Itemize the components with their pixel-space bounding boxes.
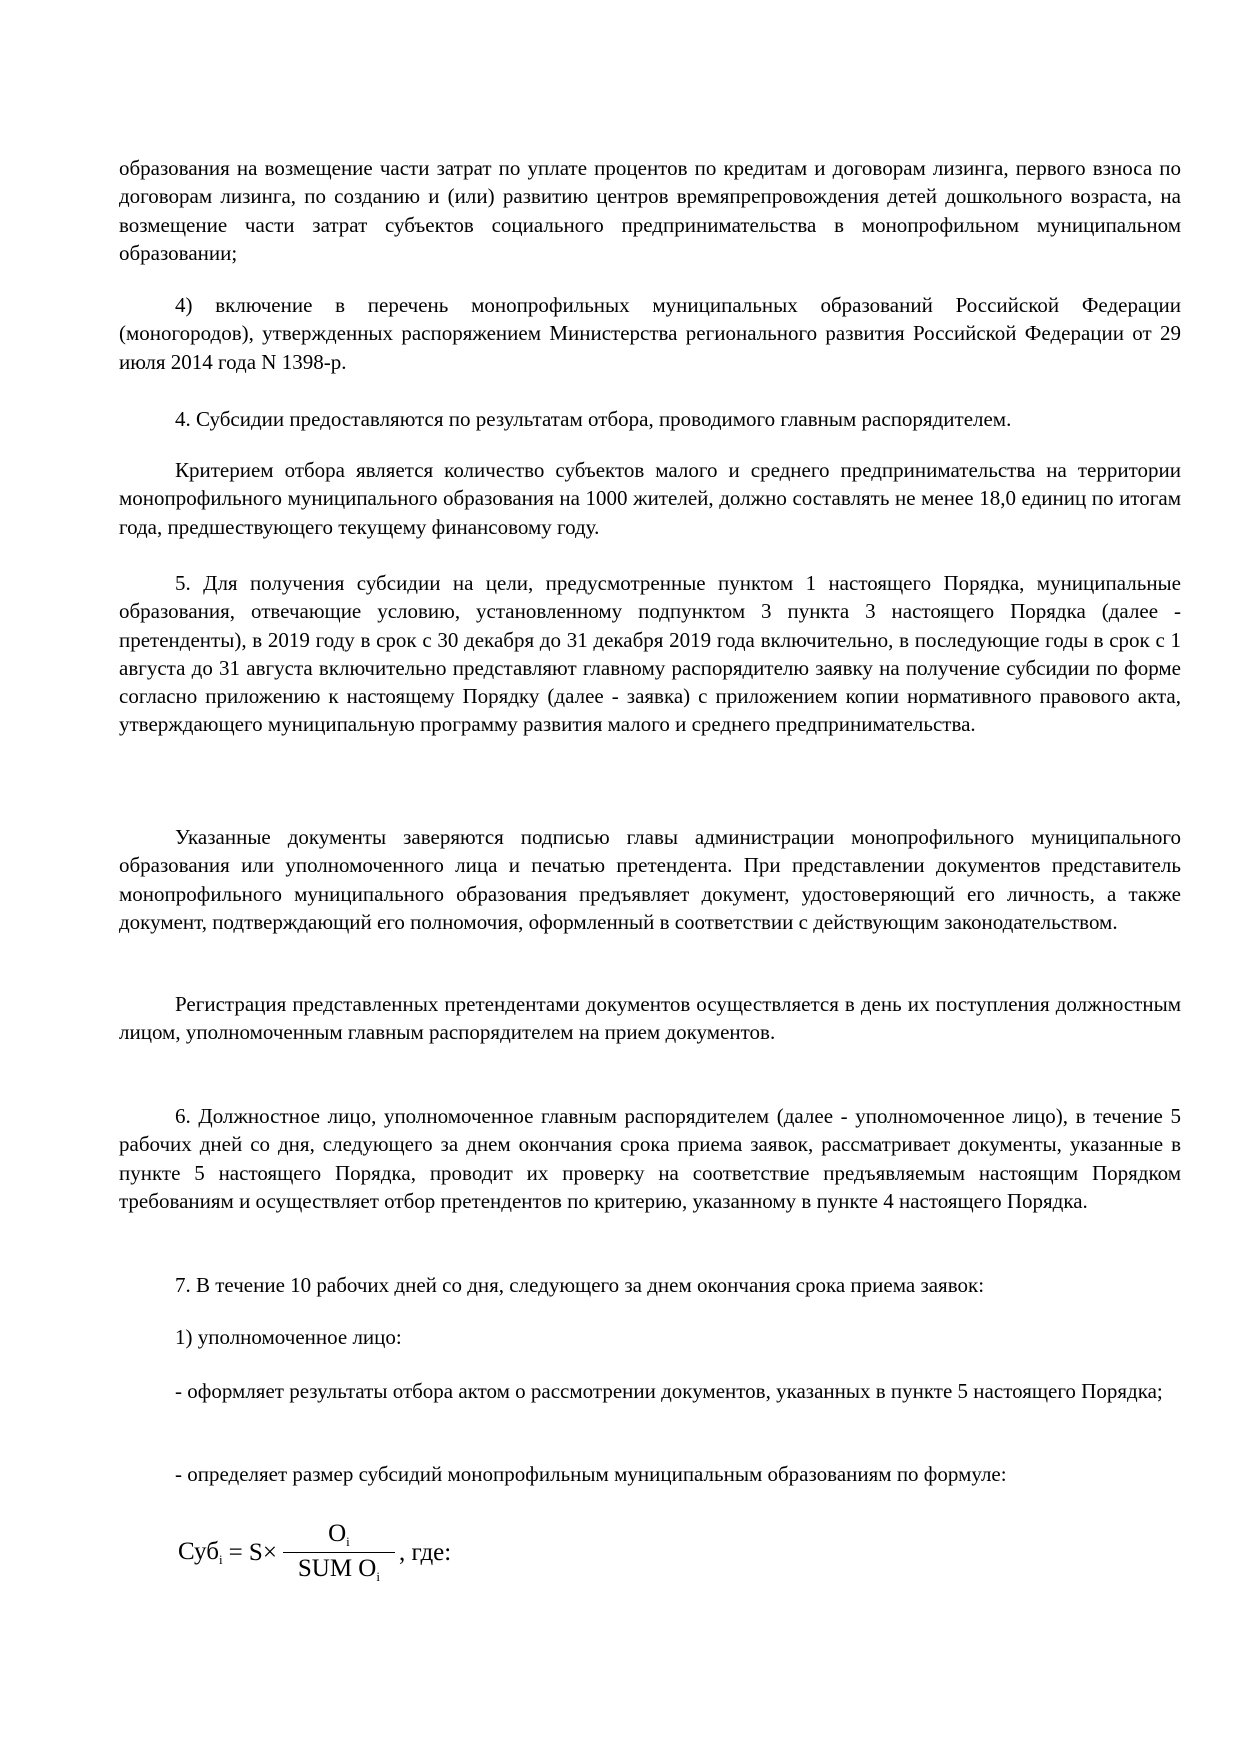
paragraph-clause-5: 5. Для получения субсидии на цели, предусмотренные пунктом 1 настоящего Порядка, муниципальные образования, отвечающие условию, установленному подпунктом 3 пункта 3 настоящего Порядка (далее - претенденты), в 2019 году в срок с 30 декабря до 31 декабря 2019 года включительно, в последующие годы в срок с 1 августа до 31 августа включительно представляют главному распорядителю заявку на получение субсидии по форме согласно приложению к настоящему Порядку (далее - заявка) с приложением копии нормативного правового акта, утверждающего муниципальную программу развития малого и среднего предпринимательства. <box>119 571 1181 737</box>
numerator-text: O <box>328 1520 347 1547</box>
paragraph-clause-4: 4. Субсидии предоставляются по результатам отбора, проводимого главным распорядителем. <box>175 407 1012 431</box>
formula-lhs <box>178 1538 223 1568</box>
formula-equals: = S× <box>228 1538 277 1566</box>
paragraph-registration: Регистрация представленных претендентами документов осуществляется в день их поступления должностным лицом, уполномоченным главным распорядителем на прием документов. <box>119 992 1181 1045</box>
formula-fraction <box>283 1520 395 1585</box>
paragraph-continuation: образования на возмещение части затрат по уплате процентов по кредитам и договорам лизинга, первого взноса по договорам лизинга, по созданию и (или) развитию центров времяпрепровождения детей дошкольного возраста, на возмещение части затрат субъектов социального предпринимательства в монопрофильном муниципальном образовании; <box>119 156 1181 265</box>
denominator-text: SUM O <box>297 1555 377 1582</box>
paragraph-selection-criterion: Критерием отбора является количество субъектов малого и среднего предпринимательства на территории монопрофильного муниципального образования на 1000 жителей, должно составлять не менее 18,0 единиц по итогам года, предшествующего текущему финансовому году. <box>119 458 1181 539</box>
paragraph-sub-1: 1) уполномоченное лицо: <box>175 1325 402 1349</box>
paragraph-dash-1: - оформляет результаты отбора актом о рассмотрении документов, указанных в пункте 5 настоящего Порядка; <box>175 1379 1163 1403</box>
paragraph-documents-certification: Указанные документы заверяются подписью главы администрации монопрофильного муниципального образования или уполномоченного лица и печатью претендента. При представлении документов представитель монопрофильного муниципального образования предъявляет документ, удостоверяющий его личность, а также документ, подтверждающий его полномочия, оформленный в соответствии с действующим законодательством. <box>119 825 1181 934</box>
formula-tail: , где: <box>398 1538 452 1566</box>
formula-lhs-text: Суб <box>178 1537 219 1565</box>
paragraph-clause-7: 7. В течение 10 рабочих дней со дня, следующего за днем окончания срока приема заявок: <box>175 1273 985 1297</box>
numerator-subscript: i <box>346 1534 350 1549</box>
formula-numerator <box>283 1520 395 1553</box>
paragraph-dash-2: - определяет размер субсидий монопрофильным муниципальным образованиям по формуле: <box>175 1462 1007 1486</box>
denominator-subscript: i <box>376 1569 380 1584</box>
paragraph-clause-6: 6. Должностное лицо, уполномоченное главным распорядителем (далее - уполномоченное лицо), в течение 5 рабочих дней со дня, следующего за днем окончания срока приема заявок, рассматривает документы, указанные в пункте 5 настоящего Порядка, проводит их проверку на соответствие предъявляемым настоящим Порядком требованиям и осуществляет отбор претендентов по критерию, указанному в пункте 4 настоящего Порядка. <box>119 1104 1181 1213</box>
paragraph-item-4: 4) включение в перечень монопрофильных муниципальных образований Российской Федерации (моногородов), утвержденных распоряжением Министерства регионального развития Российской Федерации от 29 июля 2014 года N 1398-р. <box>119 293 1181 374</box>
subsidy-formula <box>178 1520 451 1585</box>
formula-subscript: i <box>218 1551 223 1567</box>
formula-denominator <box>298 1553 380 1585</box>
